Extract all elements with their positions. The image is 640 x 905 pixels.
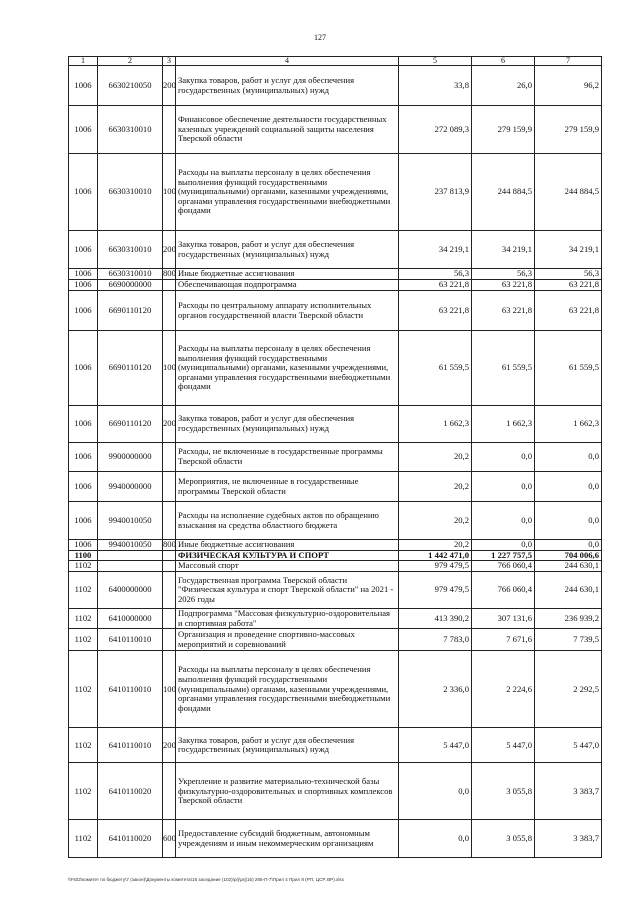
column-number-4: 4	[176, 57, 399, 66]
section-code-cell: 1006	[69, 66, 98, 106]
amount-year-2-cell: 61 559,5	[472, 331, 535, 406]
section-code-cell: 1006	[69, 154, 98, 231]
target-article-code-cell: 6690110120	[98, 331, 163, 406]
amount-year-1-cell: 1 662,3	[399, 406, 472, 443]
amount-year-2-cell: 1 662,3	[472, 406, 535, 443]
amount-year-2-cell: 63 221,8	[472, 280, 535, 291]
amount-year-2-cell: 0,0	[472, 472, 535, 502]
expense-type-code-cell: 100	[163, 331, 176, 406]
amount-year-2-cell: 244 884,5	[472, 154, 535, 231]
column-number-2: 2	[98, 57, 163, 66]
target-article-code-cell: 6400000000	[98, 572, 163, 609]
amount-year-1-cell: 20,2	[399, 540, 472, 551]
description-cell: Закупка товаров, работ и услуг для обеспечения государственных (муниципальных) нужд	[176, 406, 399, 443]
target-article-code-cell: 9940010050	[98, 540, 163, 551]
table-row	[69, 651, 602, 728]
table-row	[69, 550, 602, 561]
amount-year-2-cell: 1 227 757,5	[472, 550, 535, 561]
description-cell: ФИЗИЧЕСКАЯ КУЛЬТУРА И СПОРТ	[176, 550, 399, 561]
amount-year-2-cell: 26,0	[472, 66, 535, 106]
target-article-code-cell	[98, 561, 163, 572]
amount-year-1-cell: 34 219,1	[399, 231, 472, 269]
amount-year-1-cell: 33,8	[399, 66, 472, 106]
amount-year-2-cell: 0,0	[472, 540, 535, 551]
expense-type-code-cell: 200	[163, 231, 176, 269]
expense-type-code-cell	[163, 609, 176, 629]
file-path-footer: \\Fs02\комитет по бюджету\7 (закон)\Документы комитета\16 заседание (102)\prj\prj(16) 265-П-7\Прил 4 Прил 8 (РП, ЦСР, ВР).xlsx	[68, 877, 344, 882]
section-code-cell: 1102	[69, 820, 98, 858]
expense-type-code-cell: 800	[163, 539, 176, 549]
description-cell: Мероприятия, не включенные в государственные программы Тверской области	[176, 472, 399, 502]
amount-year-3-cell: 63 221,8	[535, 280, 602, 291]
expense-type-code-cell	[163, 629, 176, 651]
description-cell: Укрепление и развитие материально-технической базы физкультурно-оздоровительных и спортивных комплексов Тверской области	[176, 763, 399, 820]
section-code-cell: 1006	[69, 291, 98, 331]
target-article-code-cell: 6410000000	[98, 609, 163, 629]
page-number: 127	[314, 33, 326, 42]
expense-type-code-cell: 100	[163, 651, 176, 728]
section-code-cell: 1100	[69, 550, 98, 561]
description-cell: Расходы, не включенные в государственные программы Тверской области	[176, 443, 399, 472]
target-article-code-cell: 6410110010	[98, 728, 163, 763]
amount-year-1-cell: 20,2	[399, 502, 472, 540]
amount-year-2-cell: 307 131,6	[472, 609, 535, 629]
target-article-code-cell: 9940000000	[98, 472, 163, 502]
amount-year-1-cell: 237 813,9	[399, 154, 472, 231]
column-number-7: 7	[535, 57, 602, 66]
expense-type-code-cell	[163, 550, 176, 561]
target-article-code-cell: 6630310010	[98, 154, 163, 231]
amount-year-2-cell: 63 221,8	[472, 291, 535, 331]
section-code-cell: 1006	[69, 502, 98, 540]
amount-year-2-cell: 3 055,8	[472, 820, 535, 858]
amount-year-2-cell: 766 060,4	[472, 572, 535, 609]
expense-type-code-cell	[163, 291, 176, 331]
amount-year-2-cell: 56,3	[472, 269, 535, 280]
section-code-cell: 1102	[69, 651, 98, 728]
amount-year-2-cell: 34 219,1	[472, 231, 535, 269]
section-code-cell: 1102	[69, 561, 98, 572]
section-code-cell: 1102	[69, 728, 98, 763]
expense-type-code-cell	[163, 561, 176, 572]
amount-year-2-cell: 0,0	[472, 502, 535, 540]
target-article-code-cell: 6690110120	[98, 406, 163, 443]
description-cell: Закупка товаров, работ и услуг для обеспечения государственных (муниципальных) нужд	[176, 66, 399, 106]
table-row	[69, 502, 602, 540]
amount-year-3-cell: 34 219,1	[535, 231, 602, 269]
amount-year-1-cell: 20,2	[399, 472, 472, 502]
amount-year-3-cell: 61 559,5	[535, 331, 602, 406]
table-row	[69, 331, 602, 406]
amount-year-3-cell: 1 662,3	[535, 406, 602, 443]
expense-type-code-cell: 200	[163, 406, 176, 443]
section-code-cell: 1006	[69, 106, 98, 154]
expense-type-code-cell	[163, 443, 176, 472]
expense-type-code-cell: 800	[163, 268, 176, 279]
amount-year-3-cell: 3 383,7	[535, 763, 602, 820]
target-article-code-cell: 6630210050	[98, 66, 163, 106]
target-article-code-cell: 6630310010	[98, 231, 163, 269]
column-number-5: 5	[399, 57, 472, 66]
amount-year-1-cell: 413 390,2	[399, 609, 472, 629]
expense-type-code-cell: 100	[163, 154, 176, 231]
target-article-code-cell: 6410110020	[98, 763, 163, 820]
expense-type-code-cell: 200	[163, 728, 176, 763]
table-row	[69, 763, 602, 820]
amount-year-1-cell: 272 089,3	[399, 106, 472, 154]
table-row	[69, 561, 602, 572]
column-number-1: 1	[69, 57, 98, 66]
table-row	[69, 291, 602, 331]
description-cell: Закупка товаров, работ и услуг для обеспечения государственных (муниципальных) нужд	[176, 231, 399, 269]
target-article-code-cell: 6410110010	[98, 651, 163, 728]
amount-year-1-cell: 7 783,0	[399, 629, 472, 651]
amount-year-1-cell: 63 221,8	[399, 280, 472, 291]
expense-type-code-cell	[163, 106, 176, 154]
expense-type-code-cell: 200	[163, 66, 176, 106]
column-number-6: 6	[472, 57, 535, 66]
table-row	[69, 280, 602, 291]
expense-type-code-cell	[163, 763, 176, 820]
amount-year-3-cell: 0,0	[535, 502, 602, 540]
section-code-cell: 1006	[69, 331, 98, 406]
section-code-cell: 1006	[69, 231, 98, 269]
description-cell: Массовый спорт	[176, 561, 399, 572]
amount-year-3-cell: 244 630,1	[535, 572, 602, 609]
section-code-cell: 1102	[69, 609, 98, 629]
amount-year-2-cell: 2 224,6	[472, 651, 535, 728]
amount-year-3-cell: 0,0	[535, 540, 602, 551]
amount-year-3-cell: 56,3	[535, 269, 602, 280]
section-code-cell: 1102	[69, 572, 98, 609]
description-cell: Финансовое обеспечение деятельности государственных казенных учреждений социальной защиты населения Тверской области	[176, 106, 399, 154]
table-row	[69, 540, 602, 551]
header-row	[69, 57, 602, 66]
amount-year-1-cell: 63 221,8	[399, 291, 472, 331]
table-row	[69, 66, 602, 106]
table-row	[69, 572, 602, 609]
table-row	[69, 472, 602, 502]
table-row	[69, 728, 602, 763]
table-row	[69, 154, 602, 231]
target-article-code-cell	[98, 550, 163, 561]
section-code-cell: 1102	[69, 629, 98, 651]
section-code-cell: 1102	[69, 763, 98, 820]
description-cell: Иные бюджетные ассигнования	[176, 540, 399, 551]
section-code-cell: 1006	[69, 443, 98, 472]
section-code-cell: 1006	[69, 280, 98, 291]
amount-year-2-cell: 7 671,6	[472, 629, 535, 651]
table-row	[69, 609, 602, 629]
amount-year-3-cell: 7 739,5	[535, 629, 602, 651]
description-cell: Иные бюджетные ассигнования	[176, 269, 399, 280]
amount-year-3-cell: 704 006,6	[535, 550, 602, 561]
amount-year-2-cell: 0,0	[472, 443, 535, 472]
amount-year-1-cell: 0,0	[399, 820, 472, 858]
description-cell: Расходы на выплаты персоналу в целях обеспечения выполнения функций государственными (муниципальными) органами, казенными учреждениями, органами управления государственными внебюджетными фондами	[176, 651, 399, 728]
description-cell: Обеспечивающая подпрограмма	[176, 280, 399, 291]
amount-year-2-cell: 766 060,4	[472, 561, 535, 572]
amount-year-1-cell: 2 336,0	[399, 651, 472, 728]
table-row	[69, 443, 602, 472]
amount-year-3-cell: 279 159,9	[535, 106, 602, 154]
amount-year-2-cell: 5 447,0	[472, 728, 535, 763]
expense-type-code-cell	[163, 572, 176, 609]
description-cell: Расходы на выплаты персоналу в целях обеспечения выполнения функций государственными (муниципальными) органами, казенными учреждениями, органами управления государственными внебюджетными фондами	[176, 331, 399, 406]
description-cell: Расходы на выплаты персоналу в целях обеспечения выполнения функций государственными (муниципальными) органами, казенными учреждениями, органами управления государственными внебюджетными фондами	[176, 154, 399, 231]
amount-year-3-cell: 3 383,7	[535, 820, 602, 858]
amount-year-3-cell: 2 292,5	[535, 651, 602, 728]
expense-type-code-cell: 600	[163, 820, 176, 858]
amount-year-3-cell: 0,0	[535, 443, 602, 472]
target-article-code-cell: 6630310010	[98, 269, 163, 280]
section-code-cell: 1006	[69, 540, 98, 551]
amount-year-1-cell: 56,3	[399, 269, 472, 280]
amount-year-1-cell: 61 559,5	[399, 331, 472, 406]
amount-year-3-cell: 5 447,0	[535, 728, 602, 763]
target-article-code-cell: 9940010050	[98, 502, 163, 540]
budget-table	[68, 56, 602, 858]
target-article-code-cell: 6410110010	[98, 629, 163, 651]
amount-year-2-cell: 3 055,8	[472, 763, 535, 820]
target-article-code-cell: 6630310010	[98, 106, 163, 154]
target-article-code-cell: 6690000000	[98, 280, 163, 291]
column-number-3: 3	[163, 57, 176, 66]
target-article-code-cell: 6410110020	[98, 820, 163, 858]
table-row	[69, 820, 602, 858]
amount-year-3-cell: 244 884,5	[535, 154, 602, 231]
expense-type-code-cell	[163, 502, 176, 540]
amount-year-1-cell: 979 479,5	[399, 572, 472, 609]
amount-year-1-cell: 0,0	[399, 763, 472, 820]
amount-year-3-cell: 63 221,8	[535, 291, 602, 331]
description-cell: Предоставление субсидий бюджетным, автономным учреждениям и иным некоммерческим организациям	[176, 820, 399, 858]
description-cell: Расходы по центральному аппарату исполнительных органов государственной власти Тверской области	[176, 291, 399, 331]
amount-year-1-cell: 20,2	[399, 443, 472, 472]
description-cell: Организация и проведение спортивно-массовых мероприятий и соревнований	[176, 629, 399, 651]
table-row	[69, 629, 602, 651]
description-cell: Расходы на исполнение судебных актов по обращению взыскания на средства областного бюджета	[176, 502, 399, 540]
amount-year-3-cell: 0,0	[535, 472, 602, 502]
section-code-cell: 1006	[69, 406, 98, 443]
description-cell: Закупка товаров, работ и услуг для обеспечения государственных (муниципальных) нужд	[176, 728, 399, 763]
amount-year-1-cell: 5 447,0	[399, 728, 472, 763]
amount-year-1-cell: 979 479,5	[399, 561, 472, 572]
expense-type-code-cell	[163, 280, 176, 291]
description-cell: Подпрограмма "Массовая физкультурно-оздоровительная и спортивная работа"	[176, 609, 399, 629]
target-article-code-cell: 6690110120	[98, 291, 163, 331]
amount-year-3-cell: 236 939,2	[535, 609, 602, 629]
table-row	[69, 106, 602, 154]
table-row	[69, 406, 602, 443]
target-article-code-cell: 9900000000	[98, 443, 163, 472]
amount-year-3-cell: 96,2	[535, 66, 602, 106]
amount-year-2-cell: 279 159,9	[472, 106, 535, 154]
section-code-cell: 1006	[69, 269, 98, 280]
amount-year-1-cell: 1 442 471,0	[399, 550, 472, 561]
amount-year-3-cell: 244 630,1	[535, 561, 602, 572]
expense-type-code-cell	[163, 472, 176, 502]
table-row	[69, 269, 602, 280]
description-cell: Государственная программа Тверской области "Физическая культура и спорт Тверской области" на 2021 - 2026 годы	[176, 572, 399, 609]
table-row	[69, 231, 602, 269]
section-code-cell: 1006	[69, 472, 98, 502]
